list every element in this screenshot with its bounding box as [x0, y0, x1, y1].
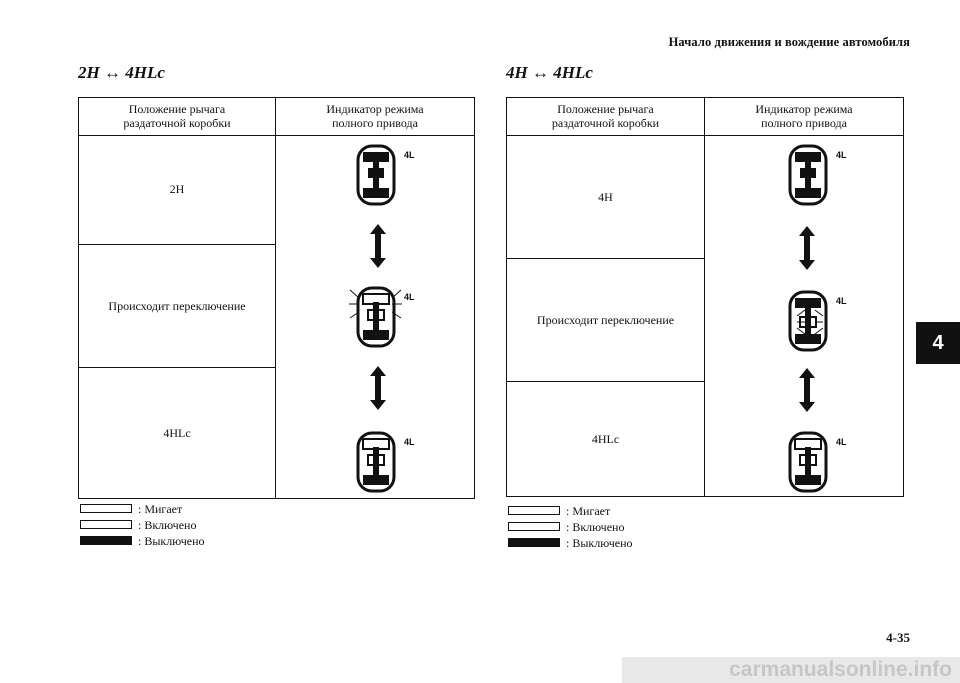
shift-table-left: [78, 97, 475, 499]
section-title-right: 4H ↔ 4HLc: [506, 63, 593, 82]
row-lever-4hlc: 4HLc: [79, 368, 276, 498]
row-lever-switching: Происходит переключение: [79, 245, 276, 368]
header-lever-position: Положение рычага раздаточной коробки: [507, 98, 705, 136]
page-number: 4-35: [886, 630, 910, 645]
indicator-4hlc-icon: [354, 431, 434, 493]
on-swatch: [508, 522, 560, 531]
watermark: carmanualsonline.info: [622, 657, 960, 683]
svg-text:4L: 4L: [836, 437, 847, 447]
indicator-2h-icon: [354, 144, 434, 206]
legend-off: : Выключено: [566, 536, 633, 550]
double-arrow-icon: [792, 368, 822, 412]
on-swatch: [80, 520, 132, 529]
shift-table-right: [506, 97, 904, 497]
indicator-4hlc-icon: [786, 431, 866, 493]
row-lever-switching: Происходит переключение: [507, 259, 705, 382]
svg-text:4L: 4L: [404, 292, 415, 302]
double-arrow-icon: [363, 366, 393, 410]
running-header: Начало движения и вождение автомобиля: [668, 35, 910, 49]
off-swatch: [508, 538, 560, 547]
off-swatch: [80, 536, 132, 545]
legend-on: : Включено: [138, 518, 197, 532]
row-lever-2h: 2H: [79, 136, 276, 245]
blinking-swatch: [508, 506, 560, 515]
header-4wd-indicator: Индикатор режима полного привода: [276, 98, 474, 136]
svg-text:4L: 4L: [836, 150, 847, 160]
legend-blinking: : Мигает: [566, 504, 611, 518]
header-4wd-indicator: Индикатор режима полного привода: [705, 98, 903, 136]
indicator-switching-icon: [781, 288, 871, 354]
chapter-tab: 4: [916, 322, 960, 364]
double-arrow-icon: [792, 226, 822, 270]
row-lever-4hlc: 4HLc: [507, 382, 705, 496]
svg-text:4L: 4L: [404, 437, 415, 447]
indicator-switching-icon: [347, 284, 437, 350]
header-lever-position: Положение рычага раздаточной коробки: [79, 98, 276, 136]
svg-text:4L: 4L: [836, 296, 847, 306]
legend-off: : Выключено: [138, 534, 205, 548]
svg-text:4L: 4L: [404, 150, 415, 160]
blinking-swatch: [80, 504, 132, 513]
row-lever-4h: 4H: [507, 136, 705, 259]
double-arrow-icon: [363, 224, 393, 268]
section-title-left: 2H ↔ 4HLc: [78, 63, 165, 82]
legend-on: : Включено: [566, 520, 625, 534]
indicator-4h-icon: [786, 144, 866, 206]
legend-blinking: : Мигает: [138, 502, 183, 516]
